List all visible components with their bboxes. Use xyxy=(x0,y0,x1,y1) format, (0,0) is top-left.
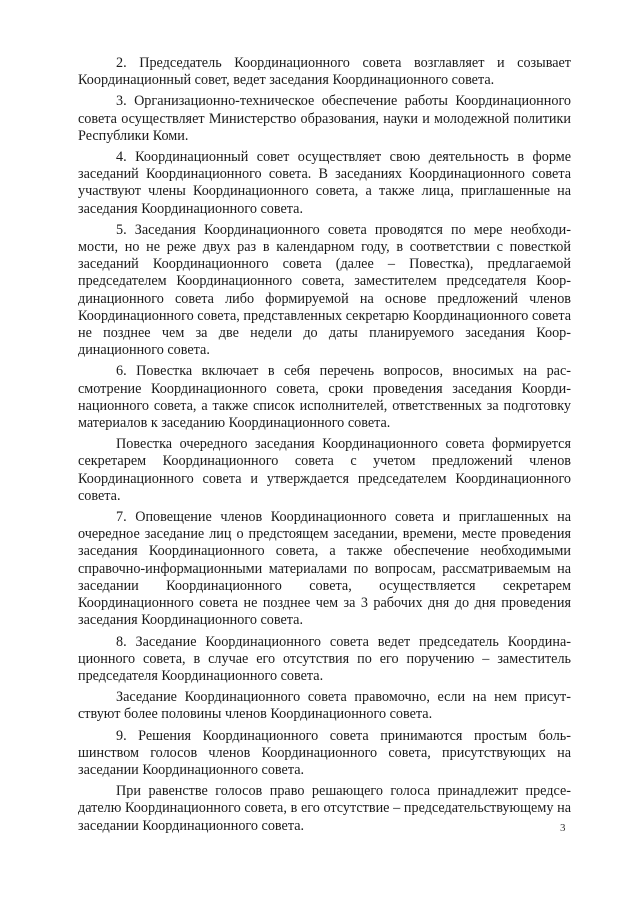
paragraph-item-8: 8. Заседание Координационного совета ведет председатель Координационного совета, в случае его отсутствия по его поручению – заместитель председателя Координационного совета. xyxy=(78,633,571,684)
page-number: 3 xyxy=(560,822,566,834)
paragraph-item-2: 2. Председатель Координационного совета возглавляет и созывает Координационный совет, ведет заседания Координационного совета. xyxy=(78,55,571,89)
paragraph-item-9: 9. Решения Координационного совета принимаются простым большинством голосов членов Координационного совета, присутствующих на заседании Координационного совета. xyxy=(78,727,571,778)
paragraph-tie-vote: При равенстве голосов право решающего голоса принадлежит председателю Координационного совета, в его отсутствие – председательствующему на заседании Координационного совета. xyxy=(78,783,571,834)
paragraph-item-4: 4. Координационный совет осуществляет свою деятельность в форме заседаний Координационного совета. В заседаниях Координационного совета участвуют члены Координационного совета, а также лица, приглашенные на заседания Координационного совета. xyxy=(78,149,571,217)
document-body xyxy=(78,55,571,839)
paragraph-item-5: 5. Заседания Координационного совета проводятся по мере необходимости, но не реже двух раз в календарном году, в соответствии с повесткой заседаний Координационного совета (далее – Повестка), предлагаемой председателем Координационного совета, заместителем председателя Координационного совета либо формируемой на основе предложений членов Координационного совета, представленных секретарю Координационного совета не позднее чем за две недели до даты планируемого заседания Координационного совета. xyxy=(78,221,571,359)
paragraph-agenda-formation: Повестка очередного заседания Координационного совета формируется секретарем Координационного совета с учетом предложений членов Координационного совета и утверждается председателем Координационного совета. xyxy=(78,436,571,504)
paragraph-item-3: 3. Организационно-техническое обеспечение работы Координационного совета осуществляет Министерство образования, науки и молодежной политики Республики Коми. xyxy=(78,93,571,144)
paragraph-item-7: 7. Оповещение членов Координационного совета и приглашенных на очередное заседание лиц о предстоящем заседании, времени, месте проведения заседания Координационного совета, а также обеспечение необходимыми справочно-информационными материалами по вопросам, рассматриваемым на заседании Координационного совета, осуществляется секретарем Координационного совета не позднее чем за 3 рабочих дня до дня проведения заседания Координационного совета. xyxy=(78,509,571,629)
paragraph-item-6: 6. Повестка включает в себя перечень вопросов, вносимых на рассмотрение Координационного совета, сроки проведения заседания Координационного совета, а также список исполнителей, ответственных за подготовку материалов к заседанию Координационного совета. xyxy=(78,363,571,432)
paragraph-quorum: Заседание Координационного совета правомочно, если на нем присутствуют более половины членов Координационного совета. xyxy=(78,689,571,723)
